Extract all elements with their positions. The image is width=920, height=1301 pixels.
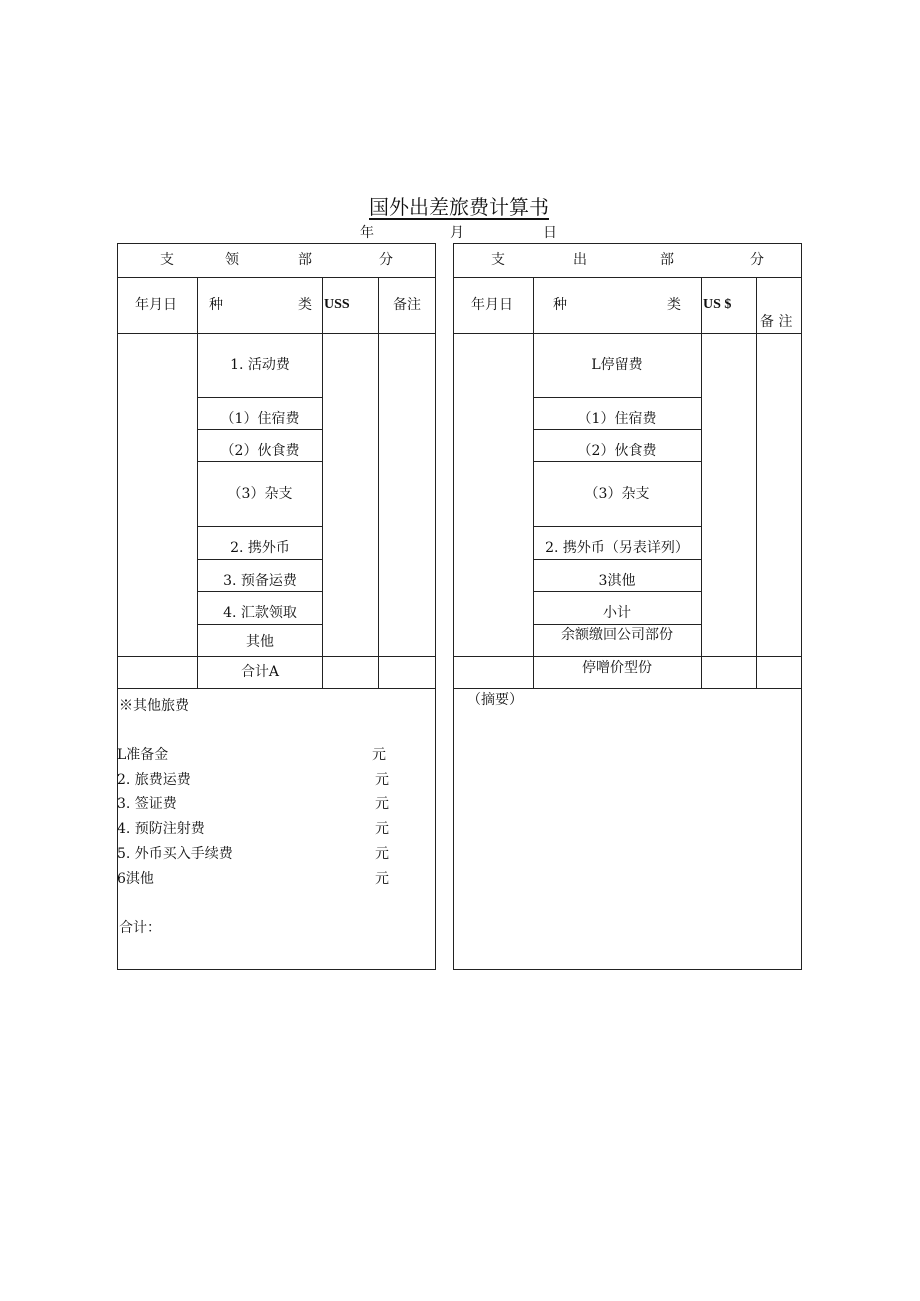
left-header-currency: USS	[324, 297, 350, 312]
date-day-label: 日	[543, 225, 557, 241]
right-item-subtotal: 小计	[603, 605, 631, 621]
other-item-unit: 元	[375, 772, 389, 788]
other-item-label: 2. 旅费运费	[117, 772, 191, 788]
left-item-other: 其他	[246, 634, 274, 650]
other-expenses-total: 合计：	[119, 920, 161, 936]
left-item-lodging: （1）住宿费	[220, 411, 300, 427]
left-header-note: 备注	[393, 297, 421, 313]
left-section-char-2: 领	[225, 252, 239, 268]
other-item-unit: 元	[375, 846, 389, 862]
left-header-kind-2: 类	[298, 297, 312, 313]
right-item-stay: L停留费	[591, 357, 643, 373]
other-item-unit: 元	[372, 747, 386, 763]
right-item-lodging: （1）住宿费	[577, 411, 657, 427]
other-item-label: 3. 签证费	[117, 796, 177, 812]
page-title: 国外出差旅费计算书	[369, 195, 549, 219]
right-header-currency: US $	[703, 297, 732, 312]
right-item-balance-return: 余额缴回公司部份	[561, 627, 673, 643]
other-item-label: 6淇他	[117, 871, 154, 887]
left-header-date: 年月日	[135, 297, 177, 313]
date-month-label: 月	[450, 225, 464, 241]
left-item-foreign-currency: 2. 携外币	[230, 540, 290, 556]
left-section-char-3: 部	[298, 252, 312, 268]
right-section-char-3: 部	[660, 252, 674, 268]
other-item-unit: 元	[375, 821, 389, 837]
right-section-char-2: 出	[573, 252, 587, 268]
left-item-activity: 1. 活动费	[230, 357, 290, 373]
date-year-label: 年	[360, 225, 374, 241]
right-item-other: 3淇他	[598, 573, 636, 589]
left-item-misc: （3）杂支	[227, 486, 293, 502]
right-item-foreign-currency: 2. 携外币（另表详列）	[545, 540, 689, 556]
left-item-reserve-fare: 3. 预备运费	[223, 573, 297, 589]
summary-label: （摘要）	[467, 692, 523, 708]
right-item-meals: （2）伙食费	[577, 443, 657, 459]
right-item-misc: （3）杂支	[584, 486, 650, 502]
left-section-char-1: 支	[160, 252, 174, 268]
right-header-date: 年月日	[471, 297, 513, 313]
other-item-unit: 元	[375, 796, 389, 812]
other-item-label: L准备金	[117, 747, 169, 763]
right-header-kind-2: 类	[667, 297, 681, 313]
right-total-label: 停噌价型份	[582, 660, 652, 676]
left-section-char-4: 分	[379, 252, 393, 268]
left-total-label: 合计A	[240, 664, 280, 680]
left-item-meals: （2）伙食费	[220, 443, 300, 459]
right-header-kind-1: 种	[553, 297, 567, 313]
left-header-kind-1: 种	[209, 297, 223, 313]
other-item-unit: 元	[375, 871, 389, 887]
right-section-char-1: 支	[491, 252, 505, 268]
other-expenses-heading: ※其他旅费	[119, 698, 189, 714]
other-item-label: 4. 预防注射费	[117, 821, 205, 837]
right-section-char-4: 分	[750, 252, 764, 268]
left-item-remittance: 4. 汇款领取	[223, 605, 297, 621]
other-item-label: 5. 外币买入手续费	[117, 846, 233, 862]
right-header-note: 备 注	[760, 314, 793, 330]
